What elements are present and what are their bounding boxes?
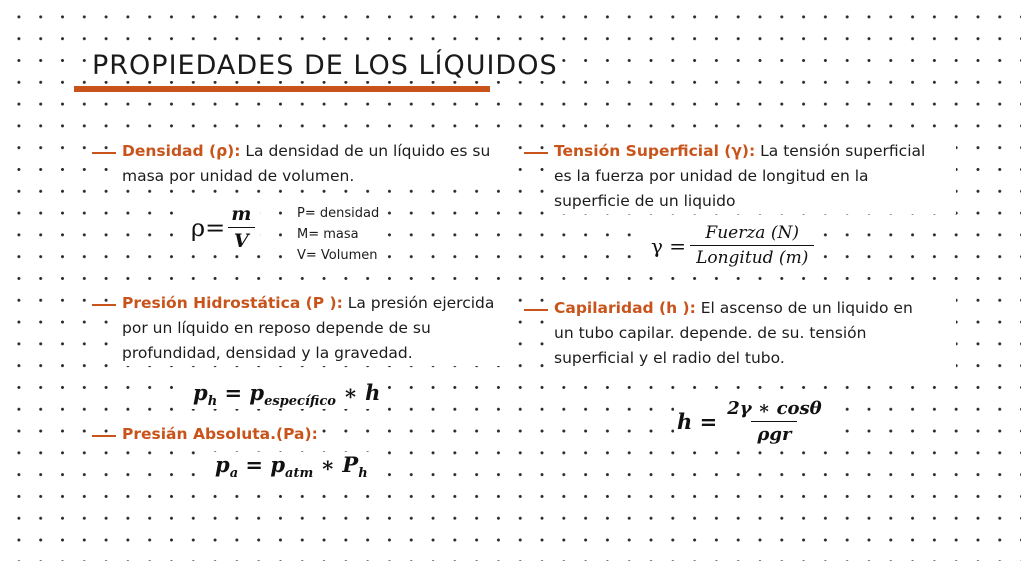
densidad-formula — [188, 203, 260, 252]
tension-line2: es la fuerza por unidad de longitud en la — [554, 167, 869, 185]
capilaridad-denominator: ρgr — [751, 421, 797, 445]
presion-abs-formula — [212, 452, 371, 481]
formula-symbol: P — [342, 452, 359, 477]
title-underline — [74, 86, 490, 92]
legend-item-masa: M= masa — [297, 227, 359, 242]
presion-hidro-line1: La presión ejercida — [342, 294, 495, 312]
densidad-text — [120, 139, 516, 189]
capilaridad-line3: superficial y el radio del tubo. — [554, 349, 785, 367]
tension-line1: La tensión superficial — [755, 142, 926, 160]
presion-hidro-line2: por un líquido en reposo depende de su — [122, 319, 431, 337]
formula-subscript: atm — [285, 466, 314, 482]
densidad-denominator: V — [228, 227, 255, 252]
formula-subscript: específico — [264, 394, 336, 410]
bullet-dash-presion-abs — [92, 435, 116, 437]
legend-item-volumen: V= Volumen — [297, 248, 378, 263]
tension-formula-lhs: γ = — [651, 233, 687, 258]
tension-term: Tensión Superficial (γ): — [554, 142, 756, 160]
tension-text — [552, 139, 956, 214]
densidad-fraction — [225, 203, 257, 252]
presion-hidro-text — [120, 291, 516, 366]
legend-item-densidad: P= densidad — [297, 206, 380, 221]
tension-numerator: Fuerza (N) — [705, 223, 799, 243]
presion-hidro-term: Presión Hidrostática (P ): — [122, 294, 343, 312]
capilaridad-term: Capilaridad (h ): — [554, 299, 696, 317]
tension-line3: superficie de un liquido — [554, 192, 736, 210]
formula-equals: = — [238, 452, 271, 477]
formula-symbol: p — [215, 452, 230, 477]
formula-symbol: p — [270, 452, 286, 477]
capilaridad-numerator: 2γ ∗ cosθ — [727, 398, 822, 419]
bullet-dash-presion-hidro — [92, 304, 116, 306]
formula-subscript: h — [207, 394, 218, 410]
bullet-dash-densidad — [92, 152, 116, 154]
presion-hidro-line3: profundidad, densidad y la gravedad. — [122, 344, 413, 362]
capilaridad-text — [552, 296, 956, 371]
densidad-numerator: m — [231, 203, 252, 225]
densidad-legend — [294, 203, 382, 266]
bullet-dash-capilaridad — [524, 309, 548, 311]
densidad-line2: masa por unidad de volumen. — [122, 167, 355, 185]
densidad-term: Densidad (ρ): — [122, 142, 241, 160]
presion-abs-text — [120, 422, 320, 447]
formula-subscript: a — [229, 466, 239, 482]
formula-operator: ∗ — [313, 452, 343, 477]
capilaridad-formula — [674, 398, 831, 445]
capilaridad-formula-lhs: h = — [677, 409, 718, 434]
tension-formula — [648, 223, 817, 268]
bullet-dash-tension — [524, 152, 548, 154]
capilaridad-fraction — [721, 398, 827, 445]
presion-abs-term: Presián Absoluta.(Pa): — [122, 425, 318, 443]
capilaridad-line1: El ascenso de un liquido en — [695, 299, 913, 317]
tension-fraction — [690, 223, 814, 268]
capilaridad-line2: un tubo capilar. depende. de su. tensión — [554, 324, 867, 342]
formula-equals: = — [217, 380, 250, 405]
densidad-line1: La densidad de un líquido es su — [240, 142, 491, 160]
formula-symbol: p — [249, 380, 265, 405]
presion-hidro-formula — [190, 380, 383, 409]
formula-tail: ∗ h — [336, 380, 381, 405]
densidad-formula-lhs: ρ= — [191, 213, 226, 242]
formula-symbol: p — [193, 380, 208, 405]
formula-subscript: h — [358, 466, 368, 482]
tension-denominator: Longitud (m) — [690, 245, 814, 268]
page-title: PROPIEDADES DE LOS LÍQUIDOS — [88, 50, 562, 81]
